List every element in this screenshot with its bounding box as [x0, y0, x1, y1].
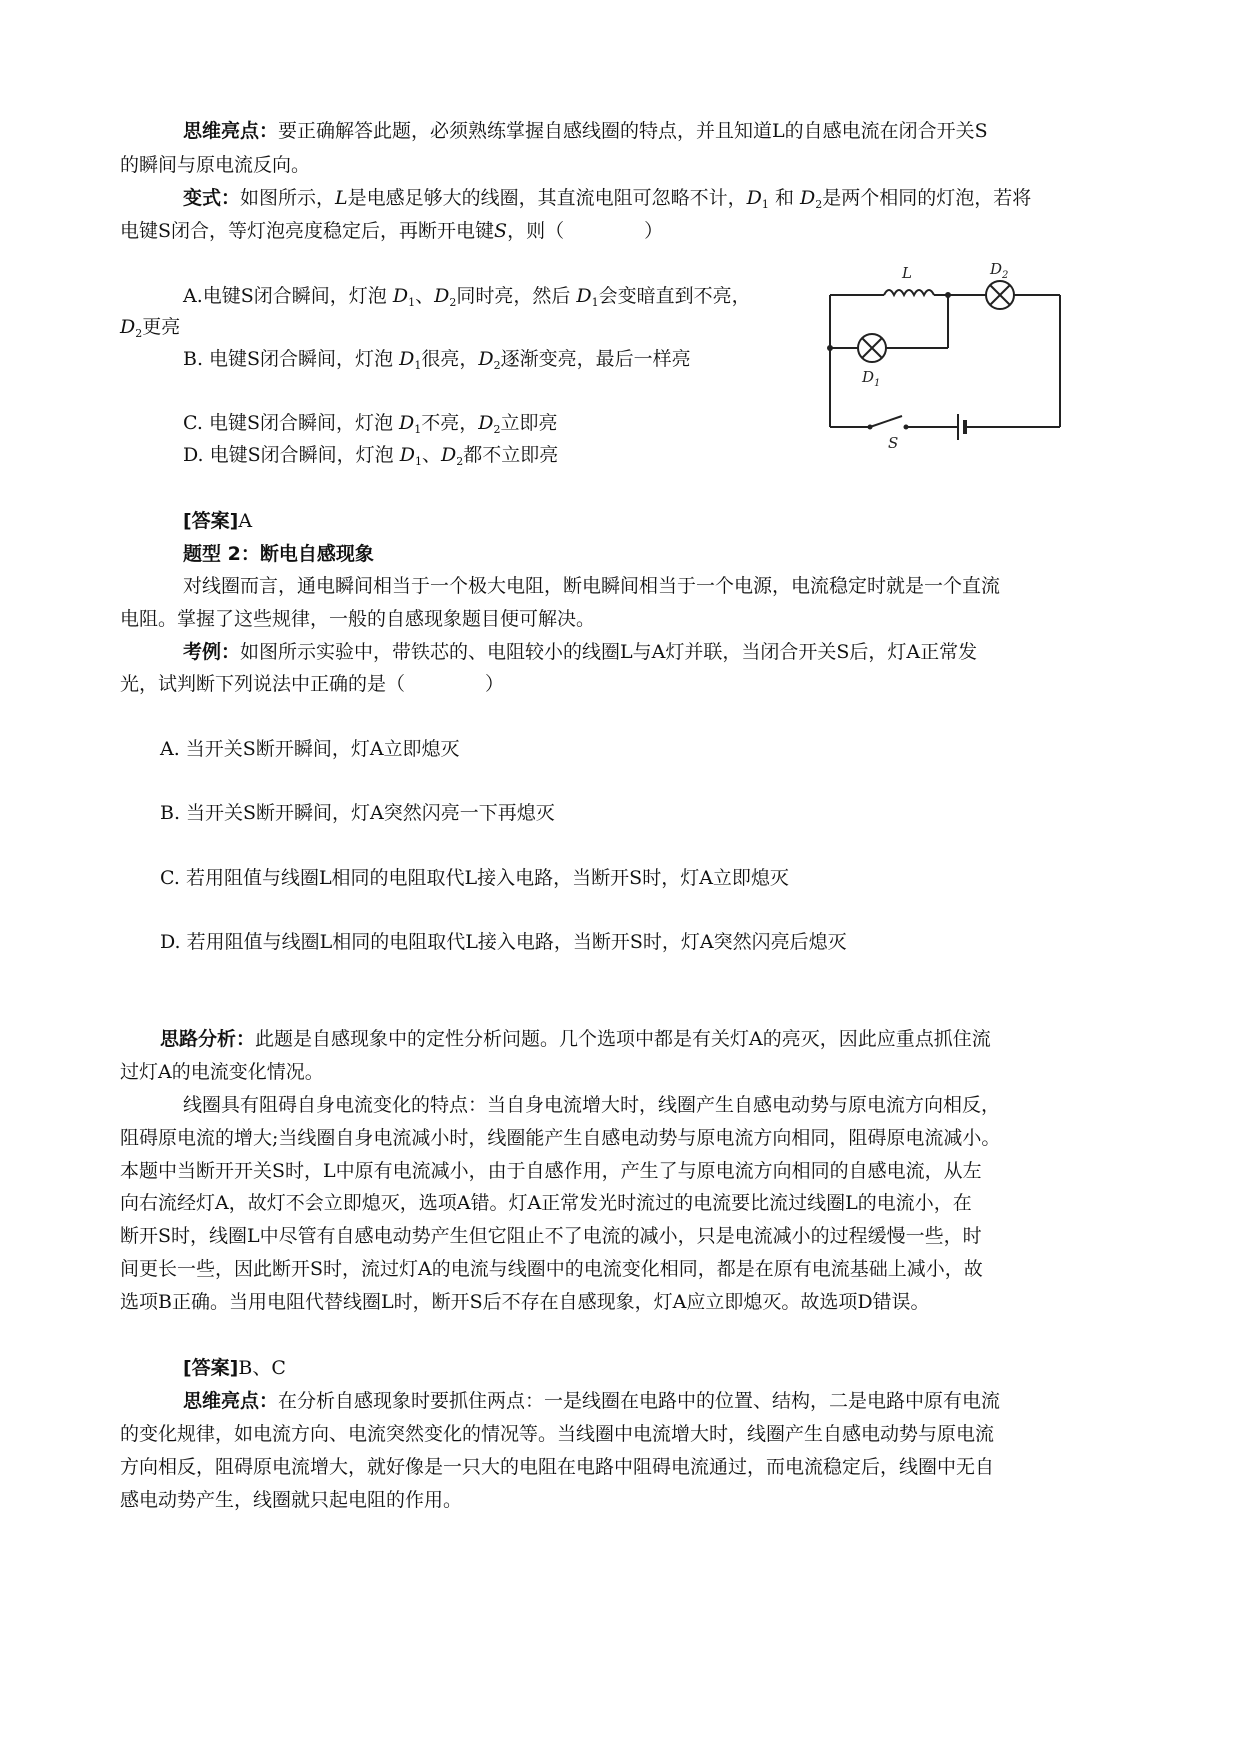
- intro-line2: 电阻。掌握了这些规律，一般的自感现象题目便可解决。: [120, 608, 596, 630]
- switch-contact-right: [904, 425, 909, 430]
- switch-contact-left: [868, 425, 873, 430]
- thinking-paragraph-1: [183, 119, 988, 143]
- variant-option-a-cont: $D_2$更亮: [120, 316, 181, 340]
- analysis-paragraph-line4: 向右流经灯A，故灯不会立即熄灭，选项A错。灯A正常发光时流过的电流要比流过线圈L的电流小，在: [120, 1192, 972, 1214]
- variant-option-a: A.电键S闭合瞬间，灯泡 $D_1$、$D_2$同时亮，然后 $D_1$会变暗直到不亮，: [183, 285, 751, 309]
- answer-2: [183, 1356, 286, 1380]
- example-question-line1: 考例：如图所示实验中，带铁芯的、电阻较小的线圈L与A灯并联，当闭合开关S后，灯A正常发: [183, 641, 978, 663]
- thinking-paragraph-1-line2: 的瞬间与原电流反向。: [120, 154, 311, 176]
- answer-value: B、C: [238, 1357, 286, 1379]
- analysis-label: 思路分析：: [160, 1028, 256, 1050]
- example-option-a: A. 当开关S断开瞬间，灯A立即熄灭: [160, 738, 460, 760]
- circuit-diagram: [820, 258, 1070, 458]
- variant-label: 变式：: [183, 187, 241, 209]
- answer-label: [答案]: [183, 1357, 239, 1379]
- example-option-c: C. 若用阻值与线圈L相同的电阻取代L接入电路，当断开S时，灯A立即熄灭: [160, 867, 789, 889]
- answer-value: A: [238, 510, 253, 532]
- section-title: 题型 2：断电自感现象: [183, 543, 374, 565]
- inductor-coil: [884, 290, 934, 295]
- analysis-line1: 思路分析：此题是自感现象中的定性分析问题。几个选项中都是有关灯A的亮灭，因此应重点抓住流: [160, 1028, 991, 1050]
- label-inductor-l: L: [902, 264, 912, 282]
- label-switch-s: S: [888, 434, 899, 452]
- thinking-paragraph-2-line3: 方向相反，阻碍原电流增大，就好像是一只大的电阻在电路中阻碍电流通过，而电流稳定后，线圈中无自: [120, 1456, 995, 1478]
- analysis-paragraph-line6: 间更长一些，因此断开S时，流过灯A的电流与线圈中的电流变化相同，都是在原有电流基础上减小，故: [120, 1258, 983, 1280]
- junction-top: [945, 292, 951, 298]
- variant-option-b: B. 电键S闭合瞬间，灯泡 $D_1$很亮，$D_2$逐渐变亮，最后一样亮: [183, 348, 691, 372]
- analysis-paragraph-line7: 选项B正确。当用电阻代替线圈L时，断开S后不存在自感现象，灯A应立即熄灭。故选项D错误。: [120, 1291, 930, 1313]
- analysis-line2: 过灯A的电流变化情况。: [120, 1061, 324, 1083]
- analysis-paragraph-line1: 线圈具有阻碍自身电流变化的特点：当自身电流增大时，线圈产生自感电动势与原电流方向相反，: [183, 1094, 1001, 1116]
- example-option-b: B. 当开关S断开瞬间，灯A突然闪亮一下再熄灭: [160, 802, 555, 824]
- junction-left: [827, 345, 833, 351]
- analysis-paragraph-line5: 断开S时，线圈L中尽管有自感电动势产生但它阻止不了电流的减小，只是电流减小的过程缓慢一些，时: [120, 1225, 982, 1247]
- thinking-label: 思维亮点：: [183, 1390, 279, 1412]
- variant-question-line1: 变式：如图所示，L是电感足够大的线圈，其直流电阻可忽略不计，$D_1$ 和 $D_2$是两个相同的灯泡，若将: [183, 187, 1032, 211]
- thinking-text: 要正确解答此题，必须熟练掌握自感线圈的特点，并且知道L的自感电流在闭合开关S: [278, 120, 988, 142]
- variant-option-c: C. 电键S闭合瞬间，灯泡 $D_1$不亮，$D_2$立即亮: [183, 412, 558, 436]
- thinking-paragraph-2: 思维亮点：在分析自感现象时要抓住两点：一是线圈在电路中的位置、结构，二是电路中原有电流: [183, 1390, 1001, 1412]
- example-question-line2: 光，试判断下列说法中正确的是（ ）: [120, 673, 505, 695]
- example-label: 考例：: [183, 641, 241, 663]
- switch-s-lever: [870, 416, 902, 427]
- thinking-label: 思维亮点：: [183, 120, 279, 142]
- intro-line1: 对线圈而言，通电瞬间相当于一个极大电阻，断电瞬间相当于一个电源，电流稳定时就是一个直流: [183, 575, 1001, 597]
- thinking-paragraph-2-line4: 感电动势产生，线圈就只起电阻的作用。: [120, 1489, 463, 1511]
- label-lamp-d1: $D_1$: [862, 368, 881, 389]
- example-option-d: D. 若用阻值与线圈L相同的电阻取代L接入电路，当断开S时，灯A突然闪亮后熄灭: [160, 931, 847, 953]
- variant-option-d: D. 电键S闭合瞬间，灯泡 $D_1$、$D_2$都不立即亮: [183, 444, 559, 468]
- label-lamp-d2: $D_2$: [990, 260, 1009, 281]
- analysis-paragraph-line2: 阻碍原电流的增大;当线圈自身电流减小时，线圈能产生自感电动势与原电流方向相同，阻碍原电流减小。: [120, 1127, 1001, 1149]
- variant-question-line2: 电键S闭合，等灯泡亮度稳定后，再断开电键S，则（ ）: [120, 220, 664, 242]
- analysis-paragraph-line3: 本题中当断开开关S时，L中原有电流减小，由于自感作用，产生了与原电流方向相同的自感电流，从左: [120, 1160, 982, 1182]
- answer-1: [183, 509, 252, 533]
- thinking-paragraph-2-line2: 的变化规律，如电流方向、电流突然变化的情况等。当线圈中电流增大时，线圈产生自感电动势与原电流: [120, 1423, 995, 1445]
- answer-label: [答案]: [183, 510, 239, 532]
